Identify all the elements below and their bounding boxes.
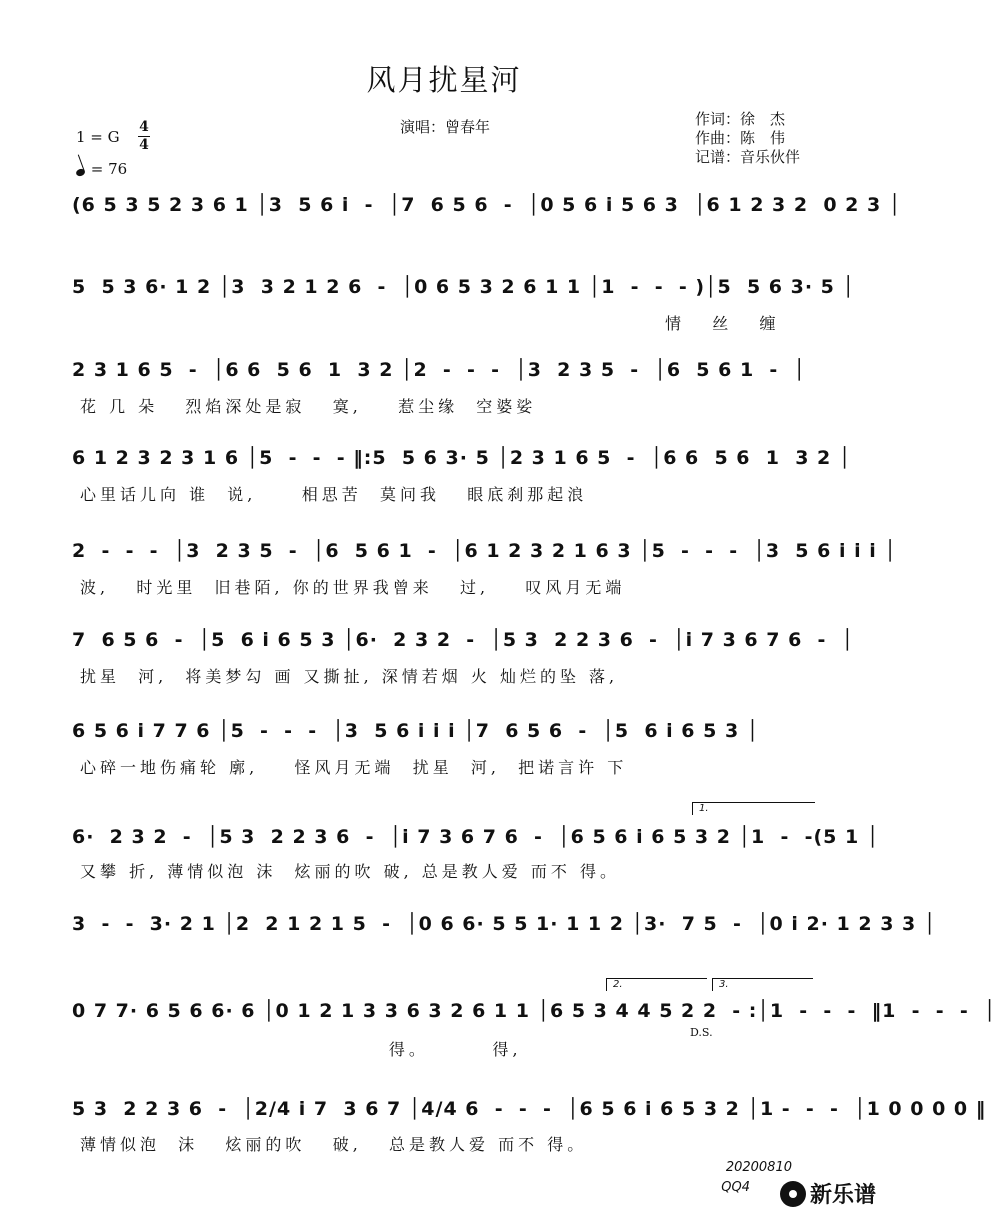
score-line-2: 5 5 3 6· 1 2 │3 3 2 1 2 6 - │0 6 5 3 2 6 1 1 │1 - - - )│5 5 6 3· 5 │: [72, 276, 855, 298]
volta-bracket-1: [692, 802, 815, 815]
score-line-9: 3 - - 3· 2 1 │2 2 1 2 1 5 - │0 6 6· 5 5 1· 1 1 2 │3· 7 5 - │0 i 2· 1 2 3 3 │: [72, 913, 937, 935]
score-line-4: 6 1 2 3 2 3 1 6 │5 - - - ‖:5 5 6 3· 5 │2 3 1 6 5 - │6 6 5 6 1 3 2 │: [72, 447, 852, 469]
credits-block: [695, 110, 800, 167]
quarter-note-icon: [75, 168, 86, 178]
lyric-line-6: 扰星 河, 将美梦勾 画 又撕扯, 深情若烟 火 灿烂的坠 落,: [80, 667, 619, 686]
score-line-6: 7 6 5 6 - │5 6 i 6 5 3 │6· 2 3 2 - │5 3 2 2 3 6 - │i 7 3 6 7 6 - │: [72, 629, 855, 651]
time-signature: [138, 120, 150, 153]
brand-logo: [780, 1178, 876, 1209]
ds-mark: D.S.: [690, 1026, 713, 1039]
composer-credit: 作曲：陈 伟: [695, 129, 786, 147]
lyric-line-10: 得。 得,: [80, 1040, 522, 1059]
volta-bracket-2: [606, 978, 707, 991]
lyric-line-5: 波, 时光里 旧巷陌, 你的世界我曾来 过, 叹风月无端: [80, 578, 626, 597]
tempo-value: = 76: [90, 160, 128, 178]
volta-label-2: 2.: [613, 979, 623, 990]
score-line-3: 2 3 1 6 5 - │6 6 5 6 1 3 2 │2 - - - │3 2 3 5 - │6 5 6 1 - │: [72, 359, 806, 381]
key-signature: 1 = G: [76, 128, 120, 146]
time-signature-bottom: 4: [139, 137, 149, 153]
lyricist-credit: 作词：徐 杰: [695, 110, 786, 128]
score-line-11: 5 3 2 2 3 6 - │2/4 i 7 3 6 7 │4/4 6 - - - │6 5 6 i 6 5 3 2 │1 - - - │1 0 0 0 0 ‖: [72, 1098, 987, 1120]
transcriber-credit: 记谱：音乐伙伴: [695, 148, 801, 166]
lyric-line-8: 又攀 折, 薄情似泡 沫 炫丽的吹 破, 总是教人爱 而不 得。: [80, 862, 620, 881]
footer-qq: QQ4: [721, 1180, 750, 1195]
volta-label-3: 3.: [719, 979, 729, 990]
lyric-line-7: 心碎一地伤痛轮 廓, 怪风月无端 扰星 河, 把诺言许 下: [80, 758, 628, 777]
song-title: 风月扰星河: [366, 63, 522, 97]
brand-text: 新乐谱: [809, 1183, 876, 1208]
volta-bracket-3: [712, 978, 813, 991]
lyric-line-4: 心里话儿向 谁 说, 相思苦 莫问我 眼底刹那起浪: [80, 485, 588, 504]
tempo-mark: [76, 160, 127, 178]
singer-credit: 演唱：曾春年: [400, 118, 491, 136]
lyric-line-3: 花 几 朵 烈焰深处是寂 寞, 惹尘缘 空婆娑: [80, 397, 537, 416]
volta-label-1: 1.: [699, 803, 709, 814]
score-line-5: 2 - - - │3 2 3 5 - │6 5 6 1 - │6 1 2 3 2 1 6 3 │5 - - - │3 5 6 i i i │: [72, 540, 897, 562]
score-line-7: 6 5 6 i 7 7 6 │5 - - - │3 5 6 i i i │7 6 5 6 - │5 6 i 6 5 3 │: [72, 720, 760, 742]
lyric-line-2: 情 丝 缠: [665, 314, 780, 333]
score-line-10: 0 7 7· 6 5 6 6· 6 │0 1 2 1 3 3 6 3 2 6 1 1 │6 5 3 4 4 5 2 2 - :│1 - - - ‖1 - - - │: [72, 1000, 996, 1022]
score-line-8: 6· 2 3 2 - │5 3 2 2 3 6 - │i 7 3 6 7 6 - │6 5 6 i 6 5 3 2 │1 - -(5 1 │: [72, 826, 880, 848]
footer-date: 20200810: [725, 1160, 792, 1175]
lyric-line-11: 薄情似泡 沫 炫丽的吹 破, 总是教人爱 而不 得。: [80, 1135, 588, 1154]
record-disc-icon: [780, 1181, 806, 1207]
score-line-1: (6 5 3 5 2 3 6 1 │3 5 6 i - │7 6 5 6 - │0 5 6 i 5 6 3 │6 1 2 3 2 0 2 3 │: [72, 194, 902, 216]
time-signature-top: 4: [139, 119, 149, 135]
